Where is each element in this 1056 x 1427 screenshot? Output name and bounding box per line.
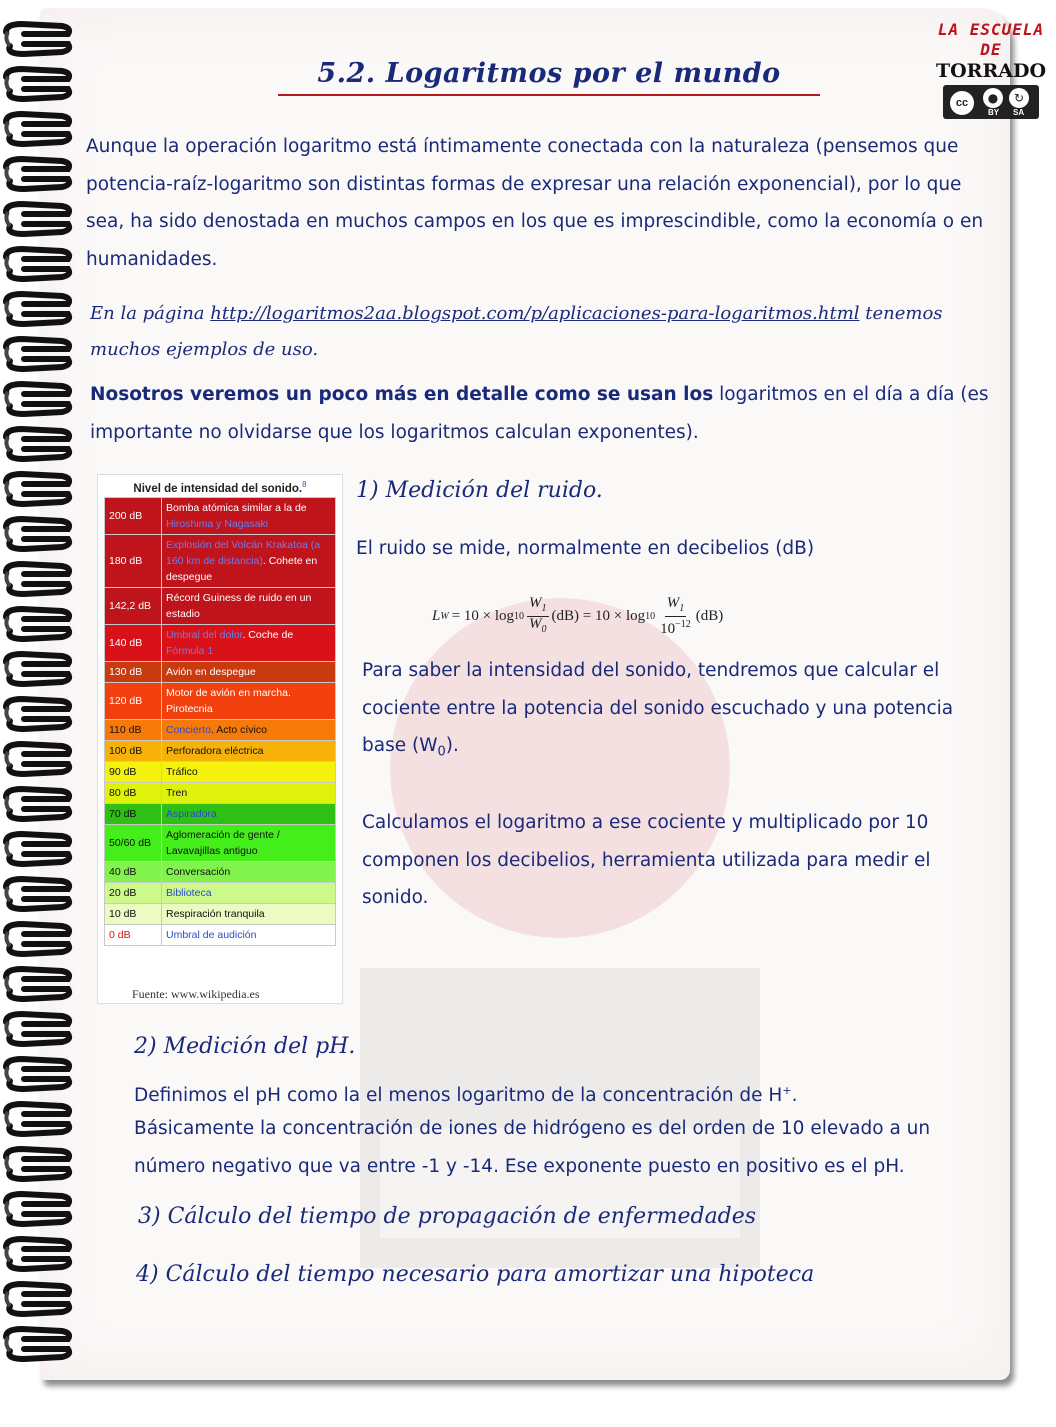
section3-heading: 3) Cálculo del tiempo de propagación de enfermedades — [138, 1204, 757, 1229]
spiral-ring — [2, 1325, 72, 1363]
db-cell: 80 dB — [105, 783, 162, 804]
formula-eq: = 10 × log — [451, 608, 515, 624]
section2-line1: Definimos el pH como la el menos logaritmo de la concentración de H+. — [134, 1084, 798, 1107]
desc-cell: Respiración tranquila — [162, 904, 336, 925]
spiral-ring — [2, 785, 72, 823]
desc-cell: Concierto. Acto cívico — [162, 720, 336, 741]
spiral-ring — [2, 650, 72, 688]
db-cell: 90 dB — [105, 762, 162, 783]
desc-cell: Récord Guiness de ruido en un estadio — [162, 588, 336, 625]
spiral-ring — [2, 1145, 72, 1183]
desc-cell: Tren — [162, 783, 336, 804]
title-underline — [278, 94, 820, 96]
section2-heading: 2) Medición del pH. — [134, 1034, 356, 1059]
spiral-ring — [2, 470, 72, 508]
wiki-link[interactable]: Hiroshima y Nagasaki — [166, 518, 269, 530]
section1-para1: Para saber la intensidad del sonido, tendremos que calcular el cociente entre la potencia del sonido escuchado y una potencia base $(W_0)$. — [362, 660, 954, 760]
blog-link[interactable]: http://logaritmos2aa.blogspot.com/p/aplicaciones-para-logaritmos.html — [210, 303, 860, 324]
table-source: Fuente: www.wikipedia.es — [132, 987, 260, 1001]
db-cell: 140 dB — [105, 625, 162, 662]
desc-cell: Tráfico — [162, 762, 336, 783]
section1-line: El ruido se mide, normalmente en decibelios (dB) — [356, 538, 815, 559]
section2-line2: Básicamente la concentración de iones de hidrógeno es del orden de 10 elevado a un número negativo que va entre -1 y -14. Ese exponente puesto en positivo es el pH. — [134, 1118, 931, 1177]
formula-lhs-sub: W — [440, 611, 449, 622]
table-row — [105, 762, 336, 783]
db-cell: 200 dB — [105, 498, 162, 535]
table-row — [105, 883, 336, 904]
spiral-ring — [2, 515, 72, 553]
spiral-ring — [2, 65, 72, 103]
spiral-ring — [2, 380, 72, 418]
by-person-icon: ● — [983, 88, 1003, 108]
by-label: BY — [988, 108, 1000, 117]
desc-cell: Motor de avión en marcha. Pirotecnia — [162, 683, 336, 720]
decibel-formula — [432, 596, 723, 637]
formula-fraction-1: $\frac{W_1}{W_0}$ — [529, 595, 547, 635]
db-cell: 142,2 dB — [105, 588, 162, 625]
formula-log-base-2: 10 — [645, 611, 656, 622]
spiral-ring — [2, 290, 72, 328]
formula-unit-2: (dB) — [695, 608, 724, 624]
db-cell: 180 dB — [105, 535, 162, 588]
db-cell: 70 dB — [105, 804, 162, 825]
table-row — [105, 662, 336, 683]
link-suffix: tenemos muchos ejemplos de uso. — [90, 303, 943, 360]
page-title: 5.2. Logaritmos por el mundo — [317, 58, 781, 89]
wiki-link[interactable]: Concierto — [166, 724, 211, 736]
table-row — [105, 741, 336, 762]
spiral-ring — [2, 335, 72, 373]
table-row — [105, 862, 336, 883]
table-row — [105, 804, 336, 825]
spiral-ring — [2, 920, 72, 958]
spiral-ring — [2, 605, 72, 643]
spiral-ring — [2, 875, 72, 913]
section4-heading: 4) Cálculo del tiempo necesario para amortizar una hipoteca — [136, 1262, 815, 1287]
db-cell: 40 dB — [105, 862, 162, 883]
db-cell: 10 dB — [105, 904, 162, 925]
cc-license-badge — [943, 85, 1039, 119]
formula-lhs: L — [432, 608, 441, 624]
intro-paragraph: Aunque la operación logaritmo está íntimamente conectada con la naturaleza (pensemos que potencia-raíz-logaritmo son distintas formas de expresar una relación exponencial), por lo que sea, ha sido denostada en muchos campos en los que es imprescindible, como la economía o en humanidades. — [86, 136, 984, 270]
spiral-ring — [2, 1280, 72, 1318]
spiral-ring — [2, 425, 72, 463]
logo-line2: DE — [980, 40, 1002, 59]
school-logo — [926, 20, 1056, 135]
db-cell: 0 dB — [105, 925, 162, 946]
spiral-ring — [2, 200, 72, 238]
spiral-ring — [2, 830, 72, 868]
table-row — [105, 720, 336, 741]
link-prefix: En la página — [90, 303, 211, 324]
spiral-ring — [2, 20, 72, 58]
spiral-ring — [2, 1235, 72, 1273]
db-cell: 120 dB — [105, 683, 162, 720]
formula-log-base: 10 — [514, 611, 525, 622]
spiral-ring — [2, 155, 72, 193]
table-row — [105, 904, 336, 925]
wiki-link[interactable]: Fórmula 1 — [166, 645, 214, 657]
table-row — [105, 683, 336, 720]
section1-para2: Calculamos el logaritmo a ese cociente y multiplicado por 10 componen los decibelios, herramienta utilizada para medir el sonido. — [362, 812, 931, 908]
desc-cell: Explosión del Volcán Krakatoa (a 160 km de distancia). Cohete en despegue — [162, 535, 336, 588]
wiki-link[interactable]: Aspiradora — [166, 808, 217, 820]
desc-cell — [162, 804, 336, 825]
wiki-link[interactable]: Umbral de audición — [166, 929, 257, 941]
db-cell: 130 dB — [105, 662, 162, 683]
table-row — [105, 498, 336, 535]
section1-heading: 1) Medición del ruido. — [356, 478, 603, 503]
table-caption: Nivel de intensidad del sonido.$^8$ — [133, 480, 307, 495]
table-row — [105, 588, 336, 625]
spiral-ring — [2, 1010, 72, 1048]
desc-cell: Aglomeración de gente / Lavavajillas antiguo — [162, 825, 336, 862]
spiral-ring — [2, 965, 72, 1003]
desc-cell — [162, 925, 336, 946]
formula-fraction-2: $\frac{W_1}{10^{-12}}$ — [660, 595, 691, 637]
spiral-ring — [2, 695, 72, 733]
desc-cell: Conversación — [162, 862, 336, 883]
db-cell: 100 dB — [105, 741, 162, 762]
detail-bold: Nosotros veremos un poco más en detalle como se usan los — [90, 384, 714, 405]
spiral-binding — [0, 20, 80, 1380]
spiral-ring — [2, 740, 72, 778]
detail-rest: logaritmos en el día a día (es importante no olvidarse que los logaritmos calculan exponentes). — [90, 384, 989, 443]
spiral-ring — [2, 1055, 72, 1093]
logo-line3: TORRADO — [935, 60, 1047, 82]
logo-line1: LA ESCUELA — [937, 20, 1045, 39]
detail-paragraph — [90, 376, 1002, 451]
cc-icon: cc — [948, 89, 976, 117]
table-row — [105, 783, 336, 804]
desc-cell: Avión en despegue — [162, 662, 336, 683]
spiral-ring — [2, 560, 72, 598]
desc-cell: Bomba atómica similar a la de Hiroshima y Nagasaki — [162, 498, 336, 535]
spiral-ring — [2, 245, 72, 283]
spiral-ring — [2, 110, 72, 148]
sa-share-icon: ↻ — [1009, 88, 1029, 108]
table-row — [105, 925, 336, 946]
formula-unit: (dB) = 10 × log — [551, 608, 646, 624]
table-row — [105, 535, 336, 588]
db-cell: 110 dB — [105, 720, 162, 741]
desc-cell — [162, 883, 336, 904]
sound-level-table — [97, 474, 343, 1004]
desc-cell: Umbral del dolor. Coche de Fórmula 1 — [162, 625, 336, 662]
notebook-page — [40, 8, 1047, 1380]
table-row — [105, 825, 336, 862]
db-cell: 20 dB — [105, 883, 162, 904]
wiki-link[interactable]: Umbral del dolor — [166, 629, 243, 641]
spiral-ring — [2, 1190, 72, 1228]
sa-label: SA — [1013, 108, 1025, 117]
link-paragraph — [90, 296, 1000, 368]
wiki-link[interactable]: Explosión del Volcán Krakatoa (a 160 km de distancia) — [166, 539, 321, 567]
spiral-ring — [2, 1100, 72, 1138]
table-row — [105, 625, 336, 662]
desc-cell: Perforadora eléctrica — [162, 741, 336, 762]
wiki-link[interactable]: Biblioteca — [166, 887, 212, 899]
db-cell: 50/60 dB — [105, 825, 162, 862]
